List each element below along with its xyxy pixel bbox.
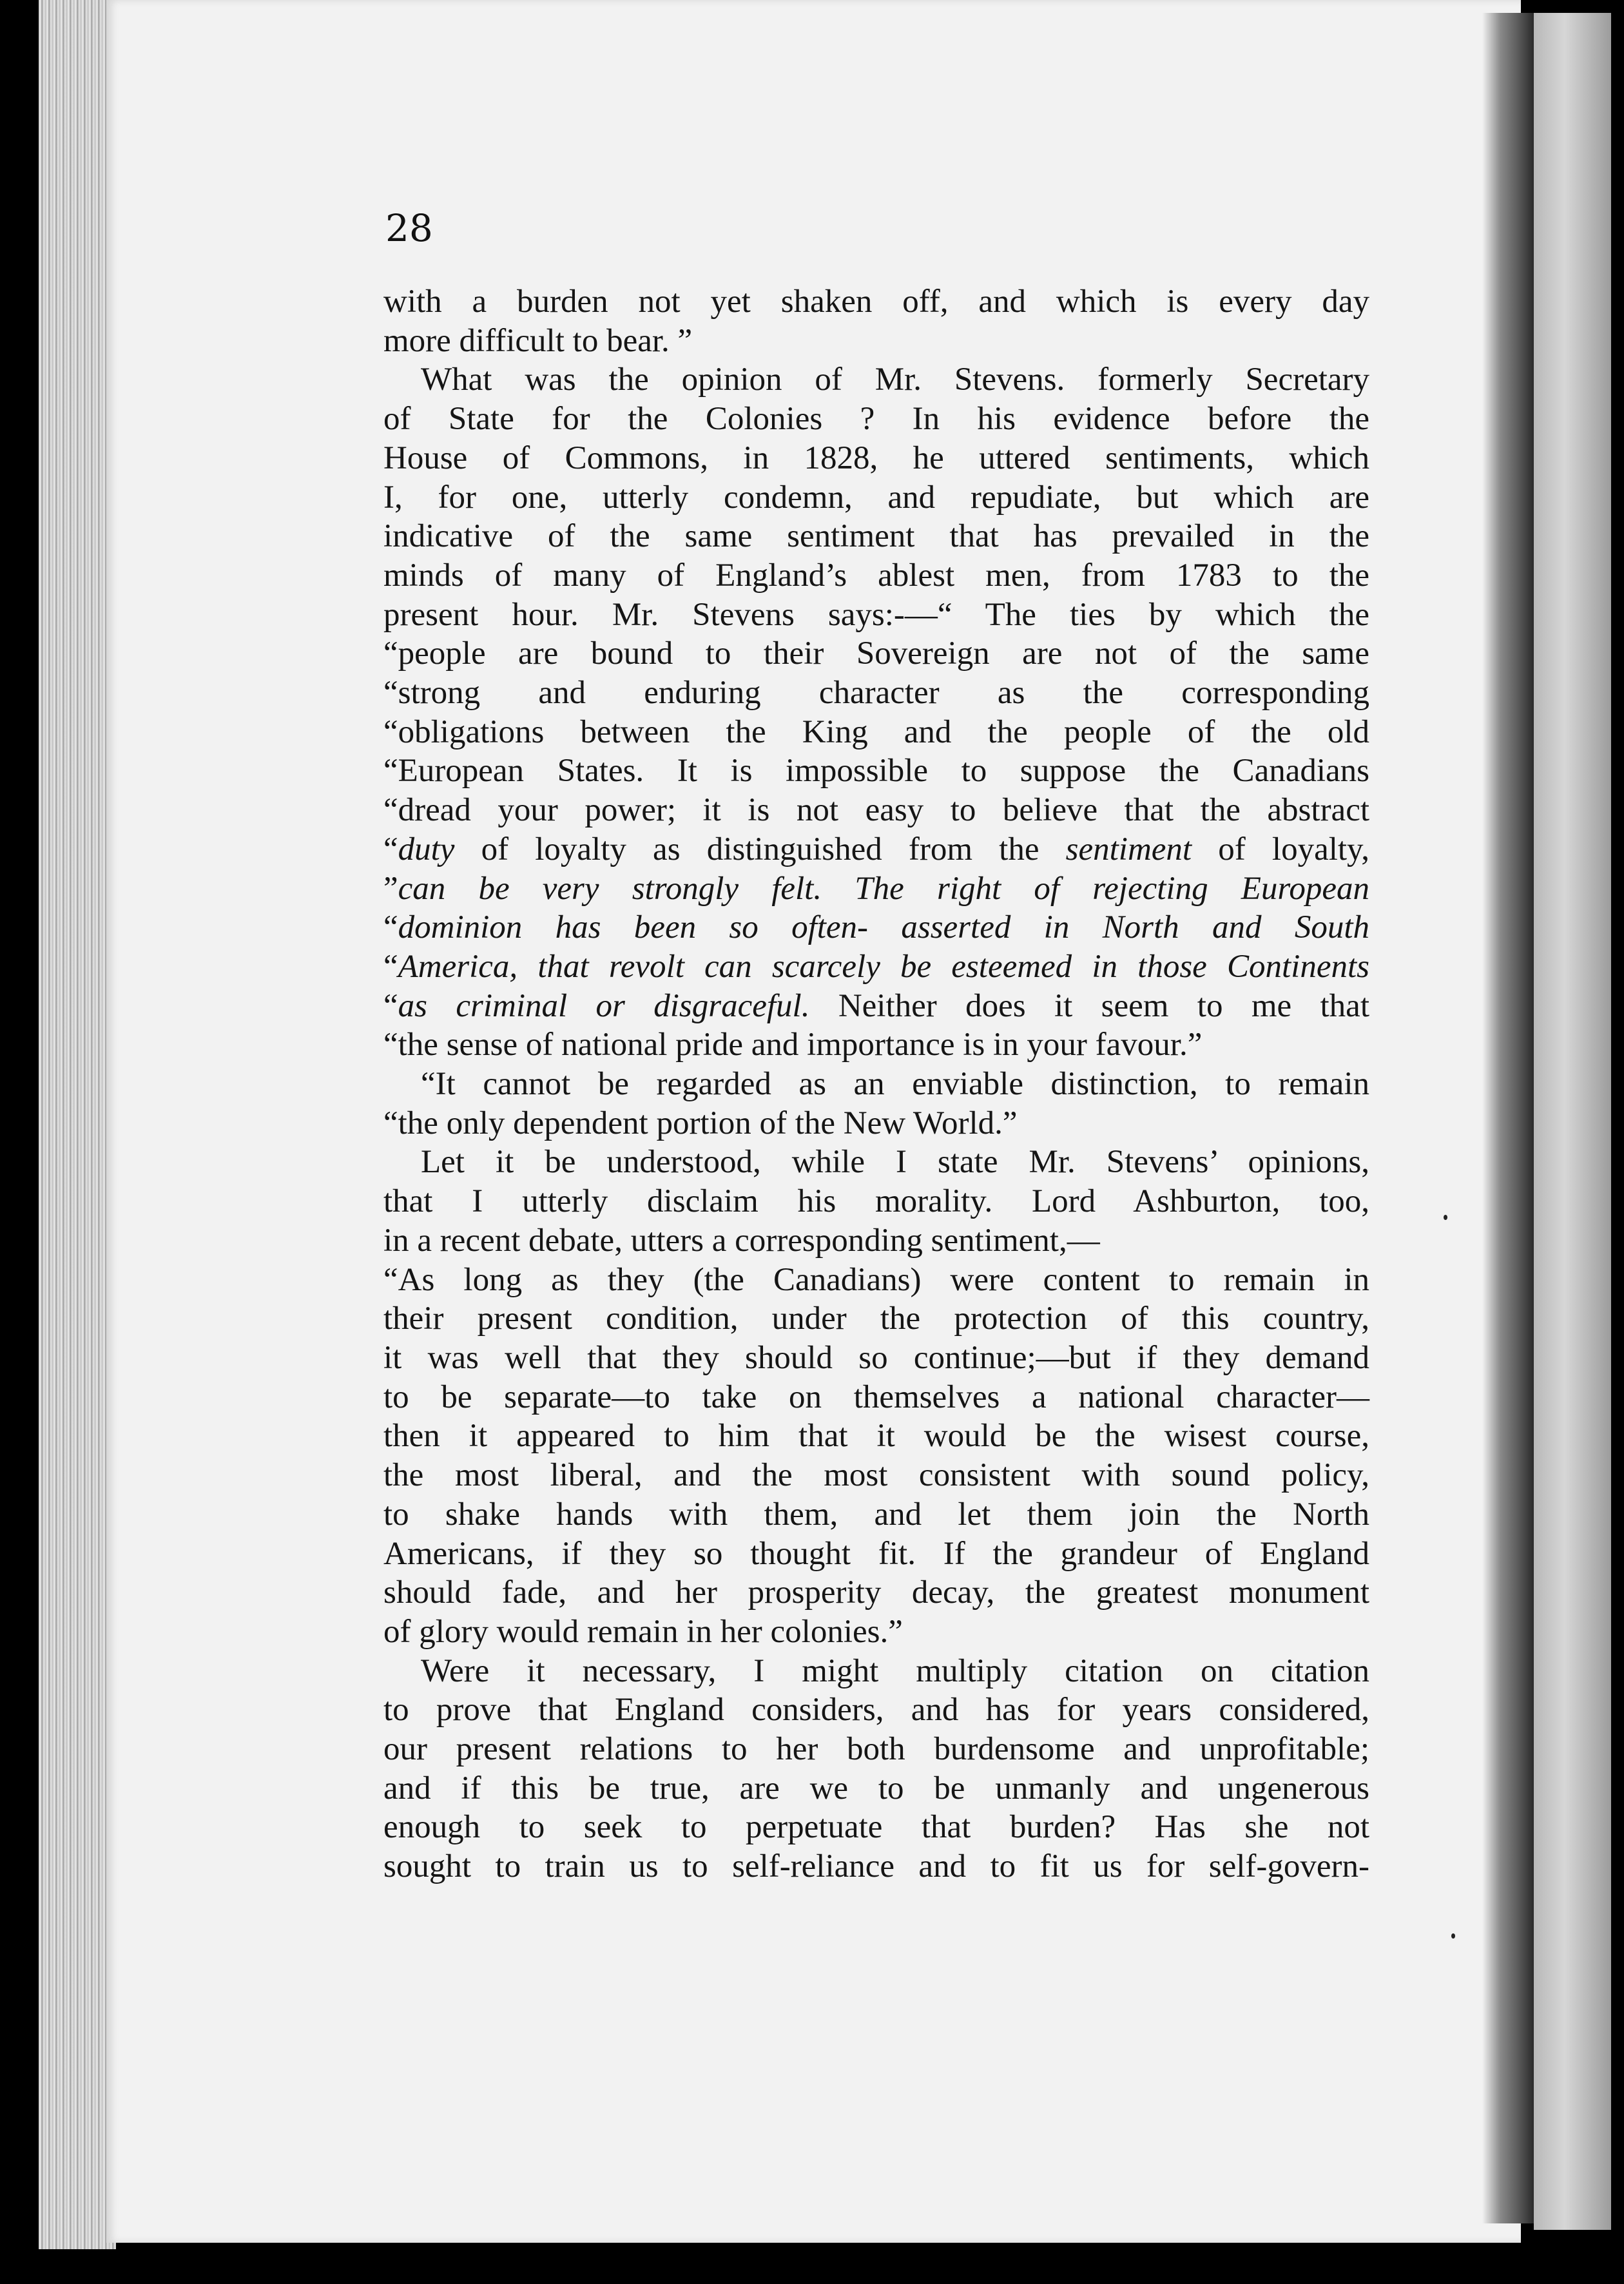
text-line: [383, 1182, 1369, 1221]
text-line: [383, 751, 1369, 791]
text-run: of glory would remain in her colonies.”: [383, 1613, 903, 1650]
text-line: [383, 869, 1369, 909]
text-line: [383, 439, 1369, 478]
text-line: [383, 556, 1369, 595]
body-text: [383, 282, 1369, 1886]
text-run: “: [383, 831, 398, 867]
text-line: [383, 791, 1369, 830]
text-run: that I utterly disclaim his morality. Lord Ashburton, too,: [383, 1183, 1369, 1220]
text-run: “: [383, 948, 398, 985]
text-run: “the only dependent portion of the New World.”: [383, 1105, 1018, 1141]
text-line: [383, 478, 1369, 518]
text-run: “: [383, 909, 398, 946]
text-run: then it appeared to him that it would be the wisest course,: [383, 1418, 1369, 1455]
text-run: to shake hands with them, and let them join the North: [383, 1496, 1369, 1533]
text-run: “: [383, 987, 398, 1024]
text-line: [383, 282, 1369, 322]
text-run: and if this be true, are we to be unmanly and ungenerous: [383, 1770, 1369, 1806]
text-line: [383, 1690, 1369, 1730]
text-run: ”: [383, 870, 398, 907]
text-line: [383, 1534, 1369, 1574]
text-run: “As long as they (the Canadians) were content to remain in: [383, 1261, 1369, 1298]
text-line: [383, 1456, 1369, 1495]
text-line: [383, 1769, 1369, 1808]
italic-text: as criminal or disgraceful.: [398, 987, 810, 1024]
text-run: the most liberal, and the most consistent with sound policy,: [383, 1457, 1369, 1494]
text-line: [383, 1261, 1369, 1300]
text-line: [383, 1025, 1369, 1065]
text-line: [383, 1573, 1369, 1612]
text-line: [383, 1339, 1369, 1378]
text-line: [383, 1143, 1369, 1182]
text-run: “strong and enduring character as the corresponding: [383, 675, 1369, 711]
gutter-shadow: [1482, 13, 1534, 2223]
text-line: [383, 947, 1369, 987]
text-line: [383, 1847, 1369, 1886]
text-run: sought to train us to self-reliance and to fit us for self-govern-: [383, 1848, 1369, 1885]
ink-speck: [1451, 1933, 1455, 1939]
text-line: [383, 1730, 1369, 1769]
italic-text: can be very strongly felt. The right of rejecting European: [398, 870, 1369, 907]
text-line: [383, 1104, 1369, 1143]
text-line: [383, 1378, 1369, 1417]
text-line: [383, 1652, 1369, 1691]
text-line: [383, 830, 1369, 869]
text-run: more difficult to bear. ”: [383, 322, 693, 359]
text-line: [383, 400, 1369, 439]
italic-text: dominion has been so often- asserted in North and South: [398, 909, 1369, 946]
facing-page-edge: [1534, 13, 1611, 2230]
text-line: [383, 1299, 1369, 1339]
text-run: indicative of the same sentiment that has prevailed in the: [383, 518, 1369, 555]
text-line: [383, 360, 1369, 400]
text-run: minds of many of England’s ablest men, from 1783 to the: [383, 557, 1369, 594]
text-run: “dread your power; it is not easy to believe that the abstract: [383, 792, 1369, 829]
text-line: [383, 595, 1369, 635]
text-run: “obligations between the King and the people of the old: [383, 713, 1369, 750]
text-line: [383, 713, 1369, 752]
text-run: enough to seek to perpetuate that burden? Has she not: [383, 1809, 1369, 1846]
text-line: [383, 322, 1369, 361]
text-line: [383, 1221, 1369, 1261]
text-run: Americans, if they so thought fit. If the grandeur of England: [383, 1535, 1369, 1572]
text-run: of loyalty as distinguished from the: [454, 831, 1066, 867]
text-run: House of Commons, in 1828, he uttered sentiments, which: [383, 440, 1369, 476]
text-run: Were it necessary, I might multiply citation on citation: [421, 1652, 1369, 1689]
text-run: their present condition, under the protection of this country,: [383, 1301, 1369, 1337]
text-run: “It cannot be regarded as an enviable distinction, to remain: [421, 1066, 1369, 1103]
text-run: to be separate—to take on themselves a national character—: [383, 1379, 1369, 1415]
italic-text: America, that revolt can scarcely be esteemed in those Continents: [398, 948, 1369, 985]
text-run: “European States. It is impossible to suppose the Canadians: [383, 753, 1369, 789]
text-line: [383, 908, 1369, 947]
text-line: [383, 673, 1369, 713]
text-run: our present relations to her both burdensome and unprofitable;: [383, 1731, 1369, 1768]
text-run: should fade, and her prosperity decay, the greatest monument: [383, 1574, 1369, 1611]
text-run: in a recent debate, utters a corresponding sentiment,—: [383, 1222, 1100, 1259]
text-run: of State for the Colonies ? In his evidence before the: [383, 401, 1369, 438]
text-run: present hour. Mr. Stevens says:-—“ The ties by which the: [383, 596, 1369, 633]
text-run: with a burden not yet shaken off, and which is every day: [383, 284, 1369, 320]
text-line: [383, 987, 1369, 1026]
text-run: to prove that England considers, and has for years considered,: [383, 1692, 1369, 1728]
text-line: [383, 1612, 1369, 1652]
text-run: Let it be understood, while I state Mr. Stevens’ opinions,: [421, 1144, 1369, 1181]
text-run: of loyalty,: [1192, 831, 1369, 867]
book-page-edges: [39, 0, 116, 2249]
text-line: [383, 634, 1369, 673]
text-run: “people are bound to their Sovereign are not of the same: [383, 635, 1369, 672]
text-line: [383, 517, 1369, 556]
text-line: [383, 1417, 1369, 1456]
ink-speck: [1444, 1215, 1447, 1220]
italic-text: duty: [398, 831, 455, 867]
page-number: 28: [385, 206, 433, 250]
text-run: “the sense of national pride and importance is in your favour.”: [383, 1027, 1203, 1063]
text-line: [383, 1495, 1369, 1534]
text-run: What was the opinion of Mr. Stevens. formerly Secretary: [421, 362, 1369, 398]
text-run: Neither does it seem to me that: [809, 987, 1369, 1024]
text-line: [383, 1065, 1369, 1104]
text-run: I, for one, utterly condemn, and repudiate, but which are: [383, 479, 1369, 516]
italic-text: sentiment: [1065, 831, 1192, 867]
text-run: it was well that they should so continue;—but if they demand: [383, 1339, 1369, 1376]
text-line: [383, 1808, 1369, 1847]
